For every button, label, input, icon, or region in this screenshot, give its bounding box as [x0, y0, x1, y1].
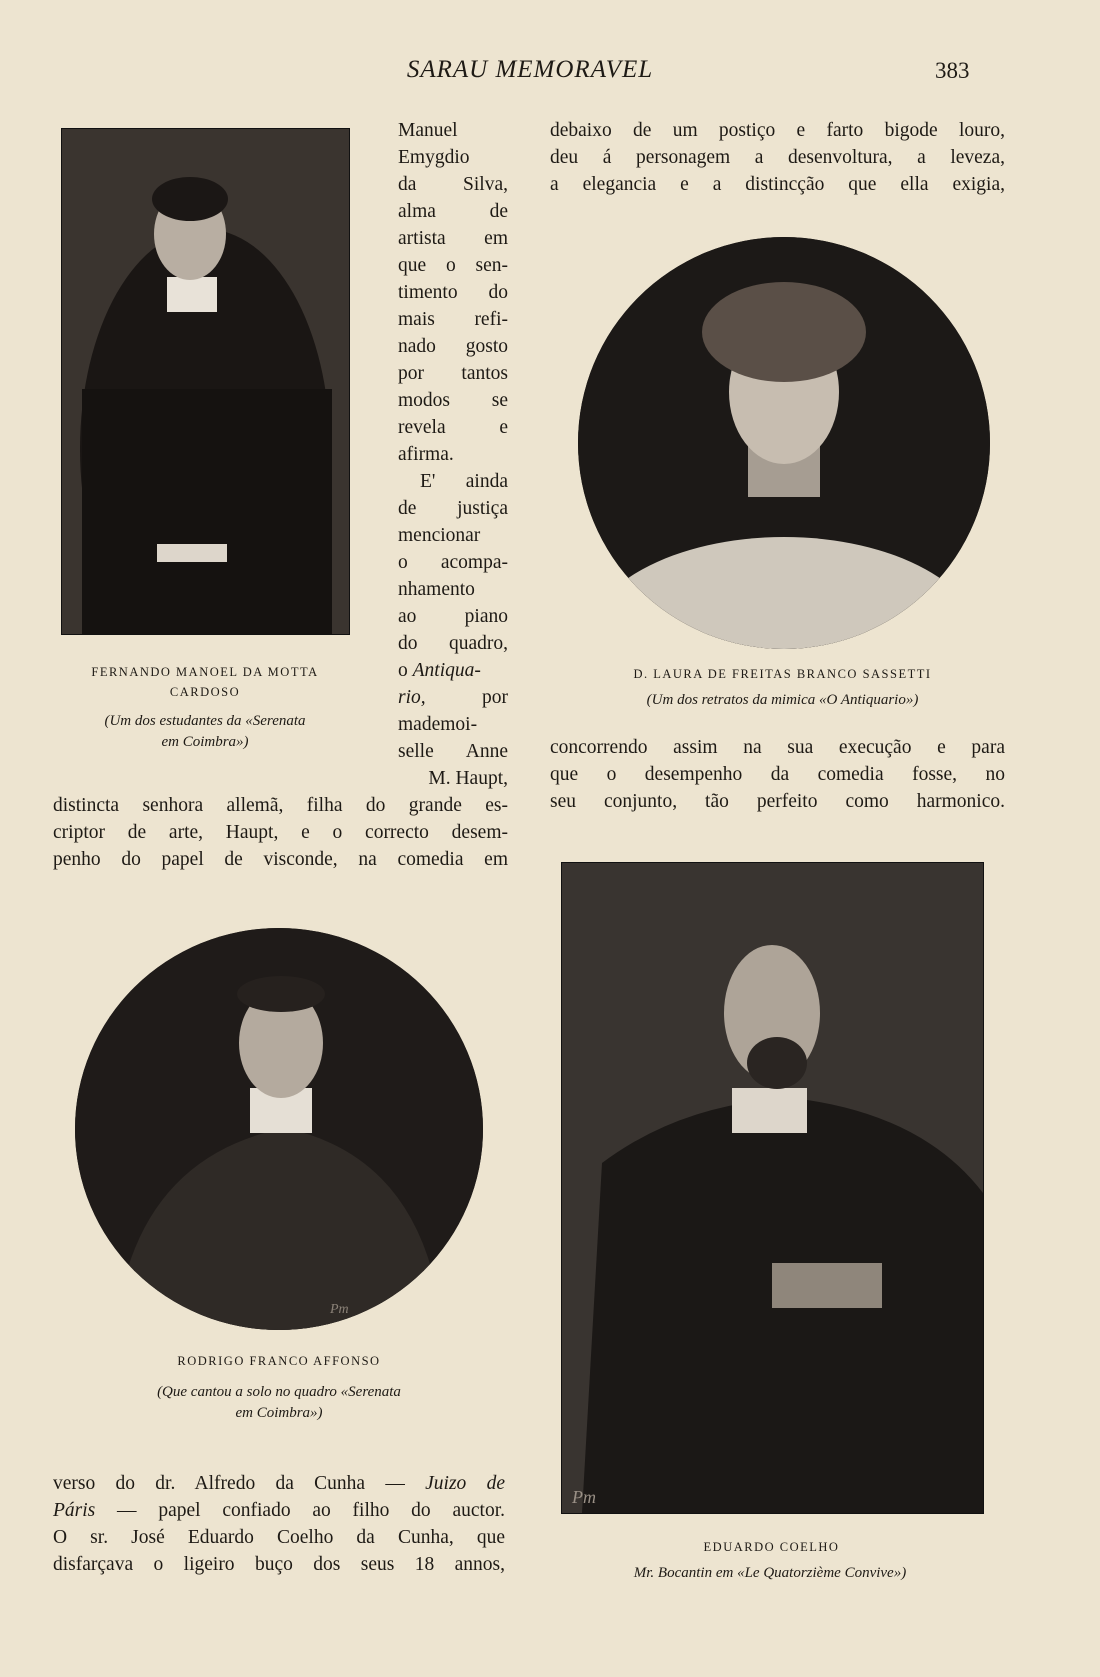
- text-line: afirma.: [398, 444, 454, 465]
- text-line: mademoi-: [398, 714, 478, 735]
- caption-name-rodrigo: RODRIGO FRANCO AFFONSO: [177, 1354, 381, 1368]
- text-line: do quadro,: [398, 633, 508, 654]
- italic-fragment: Páris: [53, 1500, 96, 1521]
- text-line: Emygdio: [398, 147, 470, 168]
- caption-note-line: (Que cantou a solo no quadro «Serenata: [157, 1384, 401, 1400]
- text-line: por tantos: [398, 363, 508, 384]
- text-line: O sr. José Eduardo Coelho da Cunha, que: [53, 1527, 505, 1548]
- text-line: a elegancia e a distincção que ella exigia,: [550, 174, 1005, 195]
- portrait-figure-rodrigo: [75, 928, 483, 1330]
- text-line: nado gosto: [398, 336, 508, 357]
- text-line: rio, por: [398, 687, 508, 708]
- italic-fragment: Antiqua-: [412, 660, 481, 681]
- text-line: modos se: [398, 390, 508, 411]
- portrait-photo-fernando: [61, 128, 350, 635]
- page-number: 383: [935, 58, 970, 83]
- text-fragment: verso do dr. Alfredo da Cunha —: [53, 1473, 426, 1494]
- text-line: disfarçava o ligeiro buço dos seus 18 annos,: [53, 1554, 505, 1575]
- portrait-figure-laura: [578, 237, 990, 649]
- caption-note-laura: [555, 690, 1010, 711]
- text-line: que o desempenho da comedia fosse, no: [550, 764, 1005, 785]
- text-line: [53, 1470, 505, 1497]
- text-line: artista em: [398, 228, 508, 249]
- right-top-paragraph: [550, 117, 1005, 198]
- text-line: que o sen-: [398, 255, 508, 276]
- italic-fragment: Juizo de: [425, 1473, 505, 1494]
- photo-signature-text: Pm: [330, 1302, 349, 1317]
- portrait-figure-fernando: [62, 129, 349, 634]
- italic-fragment: rio,: [398, 687, 426, 708]
- caption-name-line: CARDOSO: [169, 685, 241, 699]
- text-line: E' ainda: [420, 471, 508, 492]
- text-line: da Silva,: [398, 174, 508, 195]
- caption-note-line: (Um dos retratos da mimica «O Antiquario»): [646, 692, 919, 708]
- text-line: de justiça: [398, 498, 508, 519]
- bottom-left-paragraph: [53, 1470, 505, 1578]
- caption-name-line: FERNANDO MANOEL DA MOTTA: [91, 665, 319, 679]
- portrait-photo-eduardo: [561, 862, 984, 1514]
- caption-name-fernando: [50, 662, 360, 702]
- text-line: debaixo de um postiço e farto bigode louro,: [550, 120, 1005, 141]
- text-fragment: — papel confiado ao filho do auctor.: [95, 1500, 505, 1521]
- portrait-figure-eduardo: [562, 863, 983, 1513]
- text-line: deu á personagem a desenvoltura, a leveza,: [550, 147, 1005, 168]
- caption-note-line: em Coimbra»): [235, 1405, 323, 1421]
- left-paragraph: [53, 792, 508, 873]
- caption-note-rodrigo: [75, 1382, 483, 1424]
- text-line: [53, 1497, 505, 1524]
- right-middle-paragraph: [550, 734, 1005, 815]
- text-line: timento do: [398, 282, 508, 303]
- caption-note-fernando: [45, 711, 365, 753]
- caption-note-line: Mr. Bocantin em «Le Quatorzième Convive»): [633, 1565, 907, 1581]
- text-line: selle Anne: [398, 741, 508, 762]
- text-line: [398, 657, 508, 684]
- text-line: distincta senhora allemã, filha do grande es-: [53, 795, 508, 816]
- photo-signature-text: Pm: [572, 1487, 596, 1507]
- text-line: alma de: [398, 201, 508, 222]
- caption-note-line: (Um dos estudantes da «Serenata: [104, 713, 306, 729]
- text-line: ao piano: [398, 606, 508, 627]
- caption-note-line: em Coimbra»): [161, 734, 249, 750]
- text-line: seu conjunto, tão perfeito como harmonico.: [550, 791, 1005, 812]
- text-line: o acompa-: [398, 552, 508, 573]
- running-title: SARAU MEMORAVEL: [406, 56, 654, 83]
- text-line: revela e: [398, 417, 508, 438]
- portrait-photo-laura: [578, 237, 990, 649]
- text-line: mais refi-: [398, 309, 508, 330]
- text-line: Manuel: [398, 120, 458, 141]
- text-line: penho do papel de visconde, na comedia em: [53, 849, 508, 870]
- caption-name-laura: D. LAURA DE FREITAS BRANCO SASSETTI: [633, 667, 932, 681]
- caption-note-eduardo: [545, 1563, 995, 1584]
- text-line: mencionar: [398, 525, 481, 546]
- text-line: concorrendo assim na sua execução e para: [550, 737, 1005, 758]
- text-line: nhamento: [398, 579, 475, 600]
- text-fragment: o: [398, 660, 413, 681]
- narrow-text-column: [398, 117, 508, 792]
- caption-name-eduardo: EDUARDO COELHO: [703, 1540, 840, 1554]
- portrait-photo-rodrigo: [75, 928, 483, 1330]
- text-line: criptor de arte, Haupt, e o correcto desem-: [53, 822, 508, 843]
- text-line: M. Haupt,: [428, 768, 508, 789]
